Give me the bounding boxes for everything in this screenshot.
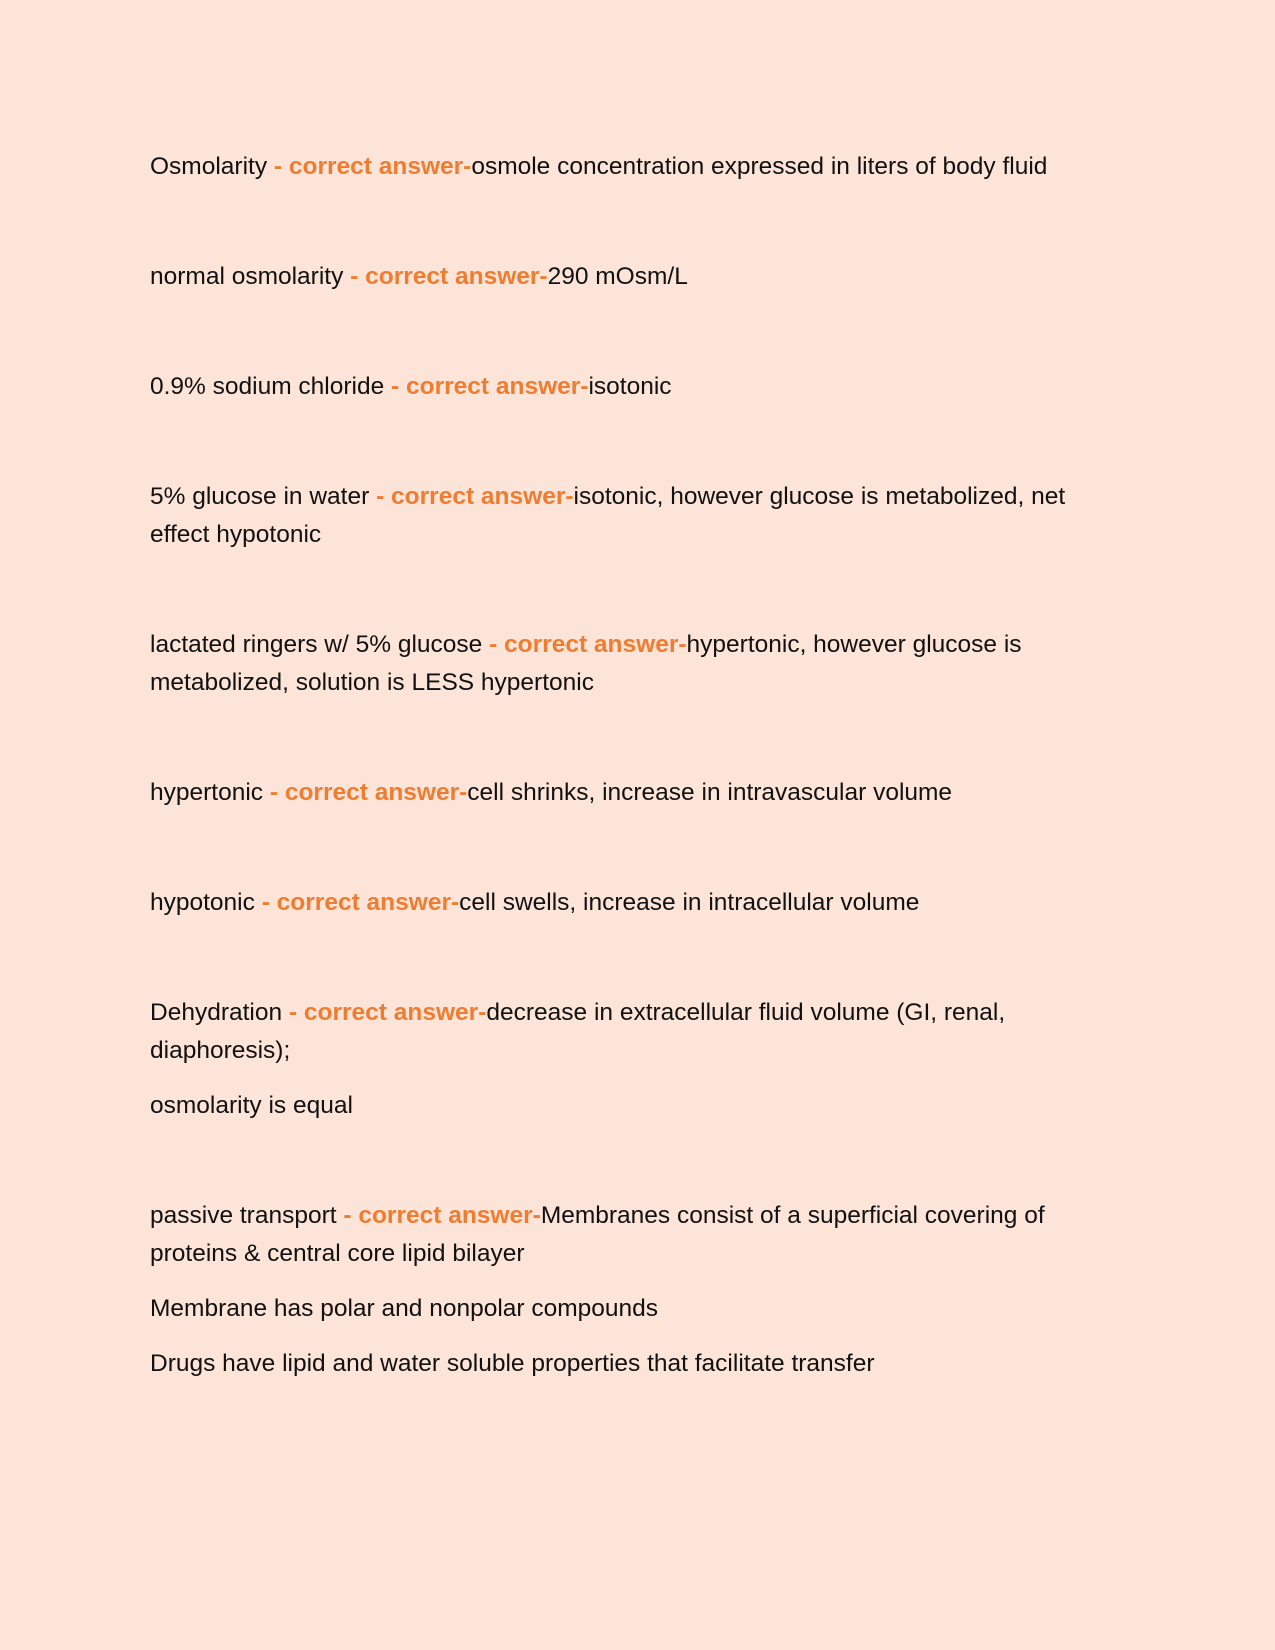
entry-term: Osmolarity xyxy=(150,153,268,180)
entry-term: Dehydration xyxy=(150,999,283,1026)
entry-definition: cell shrinks, increase in intravascular volume xyxy=(467,779,953,806)
answer-separator: - correct answer- xyxy=(384,373,589,400)
entry-definition: decrease in extracellular fluid volume (GI, renal, diaphoresis); xyxy=(150,999,1006,1064)
entry-hypotonic xyxy=(150,884,1130,922)
entry-definition: isotonic, however glucose is metabolized, net effect hypotonic xyxy=(150,483,1066,548)
answer-separator: - correct answer- xyxy=(267,153,472,180)
entry-definition: Membranes consist of a superficial covering of proteins & central core lipid bilayer xyxy=(150,1202,1045,1267)
entry-definition: osmole concentration expressed in liters of body fluid xyxy=(471,153,1048,180)
entry-passive-transport xyxy=(150,1197,1130,1273)
entry-term: hypertonic xyxy=(150,779,264,806)
answer-separator: - correct answer- xyxy=(482,631,687,658)
entry-extra-line: osmolarity is equal xyxy=(150,1092,353,1119)
entry-hypertonic xyxy=(150,774,1130,812)
entry-term: 0.9% sodium chloride xyxy=(150,373,385,400)
entry-definition: 290 mOsm/L xyxy=(547,263,688,290)
entry-definition: cell swells, increase in intracellular volume xyxy=(459,889,920,916)
entry-term: 5% glucose in water xyxy=(150,483,370,510)
entry-term: normal osmolarity xyxy=(150,263,344,290)
entry-term: passive transport xyxy=(150,1202,337,1229)
entry-sodium-chloride xyxy=(150,368,1130,406)
answer-separator: - correct answer- xyxy=(263,779,468,806)
entry-normal-osmolarity xyxy=(150,258,1130,296)
entry-extra-line: Membrane has polar and nonpolar compounds xyxy=(150,1295,659,1322)
entry-lactated-ringers xyxy=(150,626,1130,702)
answer-separator: - correct answer- xyxy=(336,1202,541,1229)
document-page xyxy=(150,148,1130,1383)
answer-separator: - correct answer- xyxy=(254,889,460,916)
entry-definition: isotonic xyxy=(588,373,672,400)
answer-separator: - correct answer- xyxy=(369,483,574,510)
entry-osmolarity xyxy=(150,148,1130,186)
entry-term: lactated ringers w/ 5% glucose xyxy=(150,631,483,658)
entry-term: hypotonic xyxy=(150,889,255,916)
answer-separator: - correct answer- xyxy=(343,263,548,290)
entry-glucose-in-water xyxy=(150,478,1130,554)
answer-separator: - correct answer- xyxy=(282,999,487,1026)
entry-dehydration xyxy=(150,994,1130,1070)
entry-extra-line: Drugs have lipid and water soluble properties that facilitate transfer xyxy=(150,1350,875,1377)
entry-definition: hypertonic, however glucose is metabolized, solution is LESS hypertonic xyxy=(150,631,1022,696)
